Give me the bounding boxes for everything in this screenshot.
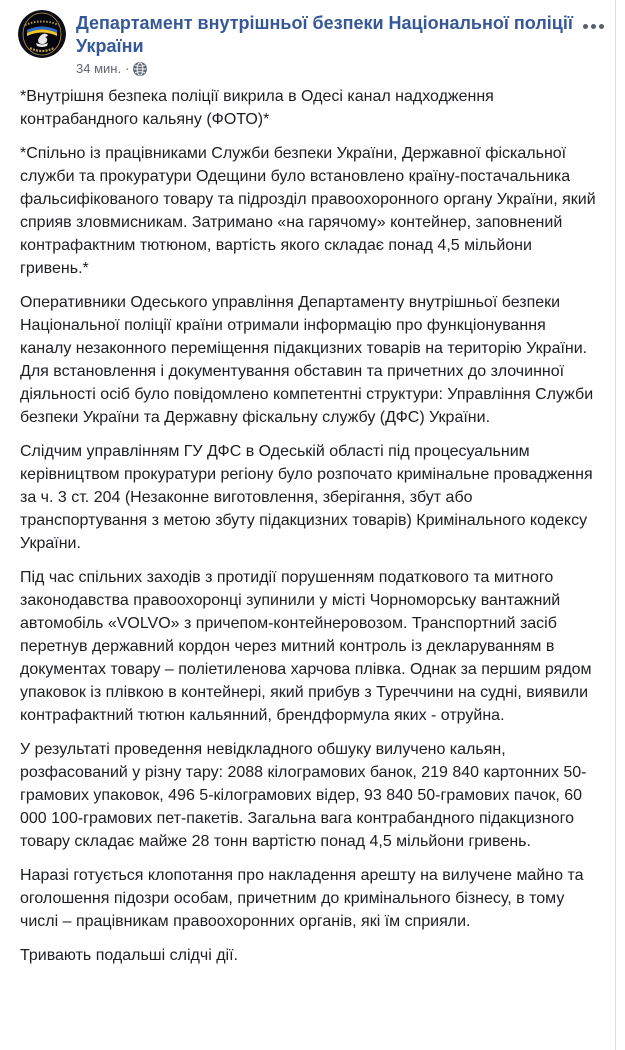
post-paragraph: *Спільно із працівниками Служби безпеки України, Державної фіскальної служби та прокуратури Одещини було встановлено країну-постачальника фальсифікованого товару та підрозділ правоохоронного органу України, який сприяв зловмисникам. Затримано «на гарячому» контейнер, заповнений контрафактним тютюном, вартість якого складає понад 4,5 мільйони гривень.* bbox=[20, 145, 601, 277]
avatar[interactable] bbox=[18, 10, 66, 58]
author-link[interactable]: Департамент внутрішньої безпеки Національної поліції України bbox=[76, 13, 573, 56]
post-paragraph: Слідчим управлінням ГУ ДФС в Одеській області під процесуальним керівництвом прокуратури регіону було розпочато кримінальне провадження за ч. 3 ст. 204 (Незаконне виготовлення, зберігання, збут або транспортування з метою збуту підакцизних товарів) Кримінального кодексу України. bbox=[20, 443, 598, 552]
post-paragraph: Тривають подальші слідчі дії. bbox=[20, 947, 238, 964]
post-paragraph: Наразі готується клопотання про накладення арешту на вилучене майно та оголошення підозри особам, причетним до кримінального бізнесу, в тому числі – працівникам правоохоронних органів, які їм сприяли. bbox=[20, 867, 588, 930]
post-paragraph: У результаті проведення невідкладного обшуку вилучено кальян, розфасований у різну тару: 2088 кілограмових банок, 219 840 картонних 50-грамових упаковок, 496 5-кілограмових відер, 93 840 50-грамових пачок, 60 000 100-грамових пет-пакетів. Загальна вага контрабандного підакцизного товару складає майже 28 тонн вартістю понад 4,5 мільйони гривень. bbox=[20, 741, 587, 850]
timestamp-link[interactable]: 34 мин. bbox=[76, 61, 122, 76]
post-body-text bbox=[0, 76, 615, 977]
police-badge-icon bbox=[18, 45, 66, 58]
globe-icon bbox=[133, 62, 147, 76]
post-paragraph: Оперативники Одеського управління Департаменту внутрішньої безпеки Національної поліції країни отримали інформацію про функціонування каналу незаконного переміщення підакцизних товарів на територію України. Для встановлення і документування обставин та причетних до злочинної діяльності осіб було повідомлено компетентні структури: Управління Служби безпеки України та Державну фіскальну службу (ДФС) України. bbox=[20, 294, 598, 426]
meta-separator: · bbox=[125, 61, 130, 76]
post-options-button[interactable] bbox=[579, 16, 607, 36]
post-header-text bbox=[76, 10, 578, 76]
post-meta bbox=[76, 61, 578, 76]
ellipsis-icon bbox=[583, 24, 604, 29]
post-paragraph: *Внутрішня безпека поліції викрила в Одесі канал надходження контрабандного кальяну (ФОТО)* bbox=[20, 88, 499, 128]
post-header bbox=[0, 0, 615, 76]
post-paragraph: Під час спільних заходів з протидії порушенням податкового та митного законодавства правоохоронці зупинили у місті Чорноморську вантажний автомобіль «VOLVO» з причепом-контейнеровозом. Транспортний засіб перетнув державний кордон через митний контроль із декларуванням в документах товару – поліетиленова харчова плівка. Однак за першим рядом упаковок із плівкою в контейнері, який прибув з Туреччини на судні, виявили контрафактний тютюн кальянний, брендформула яких - отруйна. bbox=[20, 569, 596, 724]
